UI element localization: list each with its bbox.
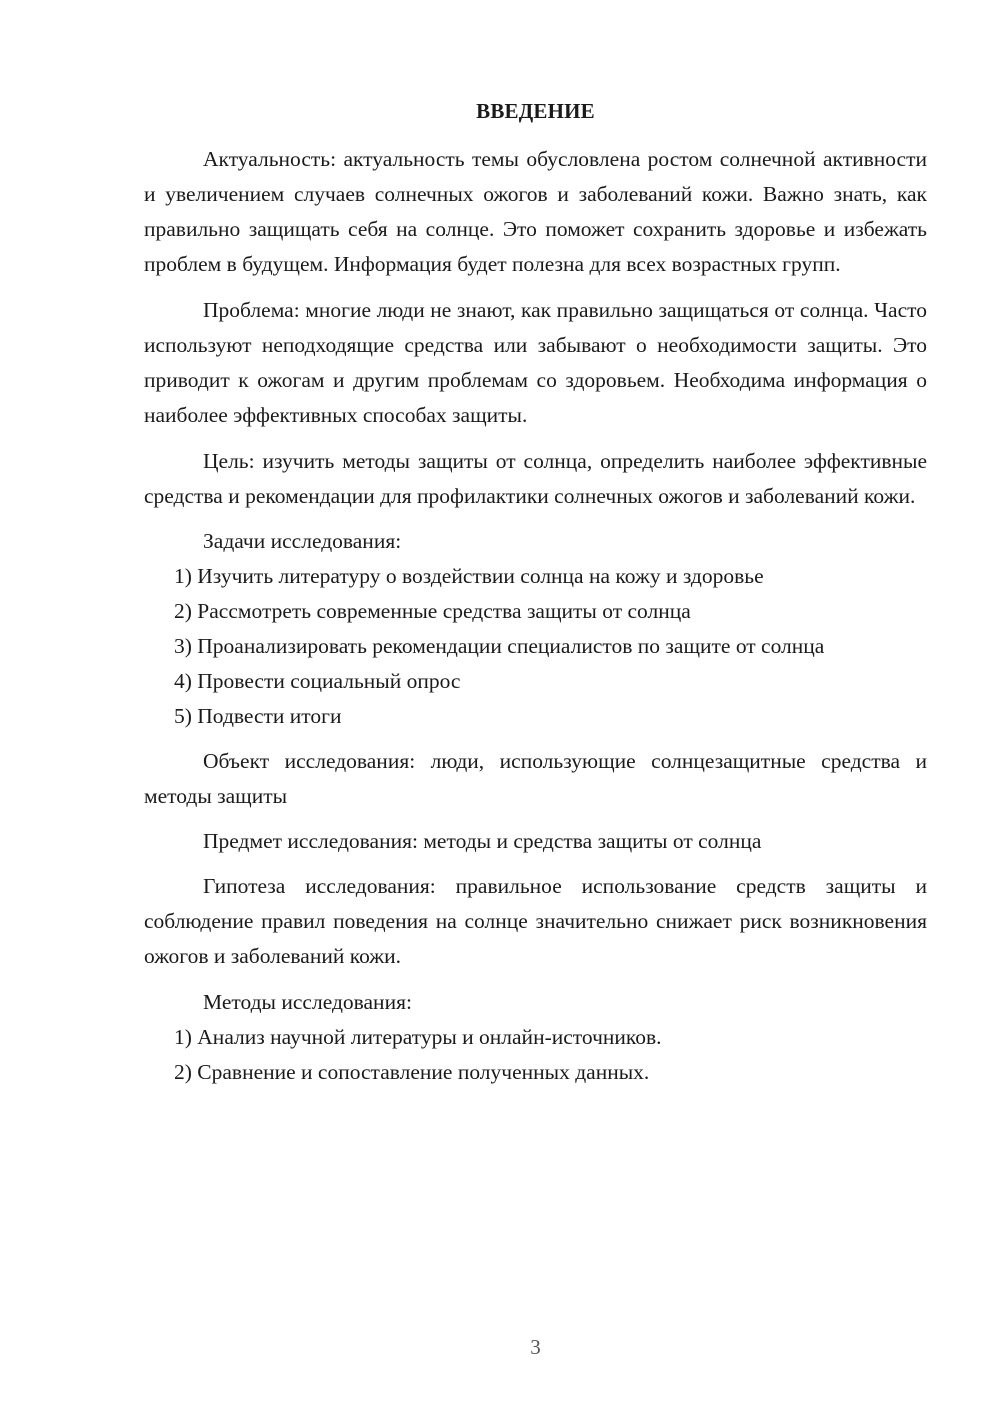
methods-heading: Методы исследования:: [203, 990, 412, 1014]
document-title: ВВЕДЕНИЕ: [476, 99, 595, 123]
document-body: [144, 142, 927, 1090]
problem-paragraph: Проблема: многие люди не знают, как правильно защищаться от солнца. Часто используют неподходящие средства или забывают о необходимости защиты. Это приводит к ожогам и другим проблемам со здоровьем. Необходима информация о наиболее эффективных способах защиты.: [144, 298, 927, 427]
document-page: [144, 0, 927, 1414]
task-item: 1) Изучить литературу о воздействии солнца на кожу и здоровье: [174, 564, 764, 588]
task-item: 2) Рассмотреть современные средства защиты от солнца: [174, 599, 691, 623]
relevance-paragraph: Актуальность: актуальность темы обусловлена ростом солнечной активности и увеличением случаев солнечных ожогов и заболеваний кожи. Важно знать, как правильно защищать себя на солнце. Это поможет сохранить здоровье и избежать проблем в будущем. Информация будет полезна для всех возрастных групп.: [144, 147, 927, 276]
page-number: 3: [530, 1335, 541, 1359]
goal-paragraph: Цель: изучить методы защиты от солнца, определить наиболее эффективные средства и рекомендации для профилактики солнечных ожогов и заболеваний кожи.: [144, 449, 927, 508]
subject-paragraph: Предмет исследования: методы и средства защиты от солнца: [203, 829, 762, 853]
task-item: 5) Подвести итоги: [174, 704, 342, 728]
hypothesis-paragraph: Гипотеза исследования: правильное использование средств защиты и соблюдение правил поведения на солнце значительно снижает риск возникновения ожогов и заболеваний кожи.: [144, 874, 927, 968]
task-item: 3) Проанализировать рекомендации специалистов по защите от солнца: [174, 634, 825, 658]
task-item: 4) Провести социальный опрос: [174, 669, 461, 693]
tasks-heading: Задачи исследования:: [203, 529, 402, 553]
method-item: 2) Сравнение и сопоставление полученных данных.: [174, 1060, 650, 1084]
method-item: 1) Анализ научной литературы и онлайн-источников.: [174, 1025, 662, 1049]
object-paragraph: Объект исследования: люди, использующие солнцезащитные средства и методы защиты: [144, 749, 927, 808]
